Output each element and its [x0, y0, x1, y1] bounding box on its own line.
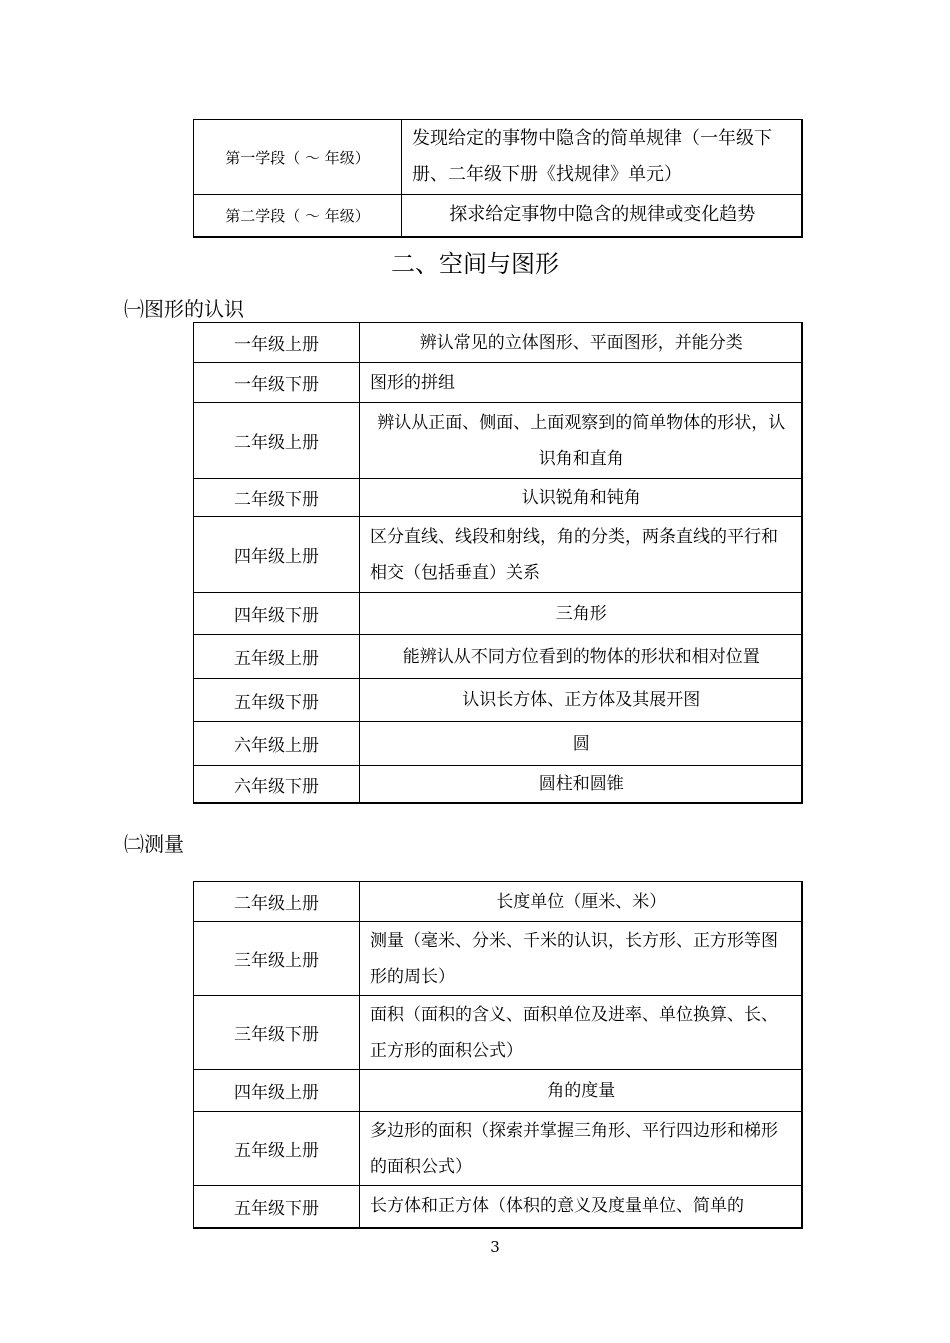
table-row: [194, 1070, 802, 1112]
grade-cell: 六年级上册: [194, 722, 360, 766]
grade-cell: 三年级下册: [194, 996, 360, 1070]
content-cell: 发现给定的事物中隐含的简单规律（一年级下册、二年级下册《找规律》单元）: [402, 120, 802, 195]
grade-cell: 六年级下册: [194, 766, 360, 804]
content-cell: 长度单位（厘米、米）: [360, 882, 802, 922]
figures-table: [193, 322, 803, 804]
table-row: [194, 635, 802, 679]
table-row: [194, 1186, 802, 1228]
section-title: 二、空间与图形: [391, 250, 559, 278]
content-cell: 认识长方体、正方体及其展开图: [360, 679, 802, 722]
table-row: [194, 882, 802, 922]
table-row: [194, 722, 802, 766]
table-row: [194, 1112, 802, 1186]
grade-cell: 一年级上册: [194, 323, 360, 363]
content-cell: 图形的拼组: [360, 363, 802, 403]
content-cell: 面积（面积的含义、面积单位及进率、单位换算、长、正方形的面积公式）: [360, 996, 802, 1070]
content-cell: 圆柱和圆锥: [360, 766, 802, 804]
table-row: [194, 517, 802, 593]
table-row: [194, 996, 802, 1070]
grade-cell: 四年级上册: [194, 1070, 360, 1112]
content-cell: 能辨认从不同方位看到的物体的形状和相对位置: [360, 635, 802, 679]
content-cell: 圆: [360, 722, 802, 766]
grade-cell: 二年级上册: [194, 882, 360, 922]
table-row: [194, 766, 802, 804]
table-row: [194, 195, 802, 237]
table-row: [194, 922, 802, 996]
grade-cell: 二年级下册: [194, 479, 360, 517]
table-row: [194, 323, 802, 363]
table-row: [194, 593, 802, 635]
grade-cell: 五年级下册: [194, 1186, 360, 1228]
grade-cell: 五年级上册: [194, 635, 360, 679]
measurement-table: [193, 881, 803, 1229]
content-cell: 辨认常见的立体图形、平面图形，并能分类: [360, 323, 802, 363]
grade-cell: 三年级上册: [194, 922, 360, 996]
grade-cell: 四年级上册: [194, 517, 360, 593]
content-cell: 探求给定事物中隐含的规律或变化趋势: [402, 195, 802, 237]
table-row: [194, 403, 802, 479]
grade-cell: 五年级上册: [194, 1112, 360, 1186]
pattern-stage-table: [193, 119, 803, 238]
grade-cell: 一年级下册: [194, 363, 360, 403]
content-cell: 认识锐角和钝角: [360, 479, 802, 517]
table-row: [194, 679, 802, 722]
content-cell: 长方体和正方体（体积的意义及度量单位、简单的: [360, 1186, 802, 1228]
table-row: [194, 363, 802, 403]
table-row: [194, 479, 802, 517]
grade-cell: 二年级上册: [194, 403, 360, 479]
stage-cell: 第一学段（ ～ 年级）: [194, 120, 402, 195]
content-cell: 测量（毫米、分米、千米的认识，长方形、正方形等图形的周长）: [360, 922, 802, 996]
content-cell: 辨认从正面、侧面、上面观察到的简单物体的形状，认识角和直角: [360, 403, 802, 479]
content-cell: 区分直线、线段和射线，角的分类，两条直线的平行和相交（包括垂直）关系: [360, 517, 802, 593]
content-cell: 三角形: [360, 593, 802, 635]
figures-heading: ㈠图形的认识: [124, 297, 244, 321]
measurement-heading: ㈡测量: [124, 832, 184, 856]
content-cell: 多边形的面积（探索并掌握三角形、平行四边形和梯形的面积公式）: [360, 1112, 802, 1186]
grade-cell: 四年级下册: [194, 593, 360, 635]
content-cell: 角的度量: [360, 1070, 802, 1112]
table-row: [194, 120, 802, 195]
stage-cell: 第二学段（ ～ 年级）: [194, 195, 402, 237]
grade-cell: 五年级下册: [194, 679, 360, 722]
page-number: 3: [490, 1238, 500, 1256]
